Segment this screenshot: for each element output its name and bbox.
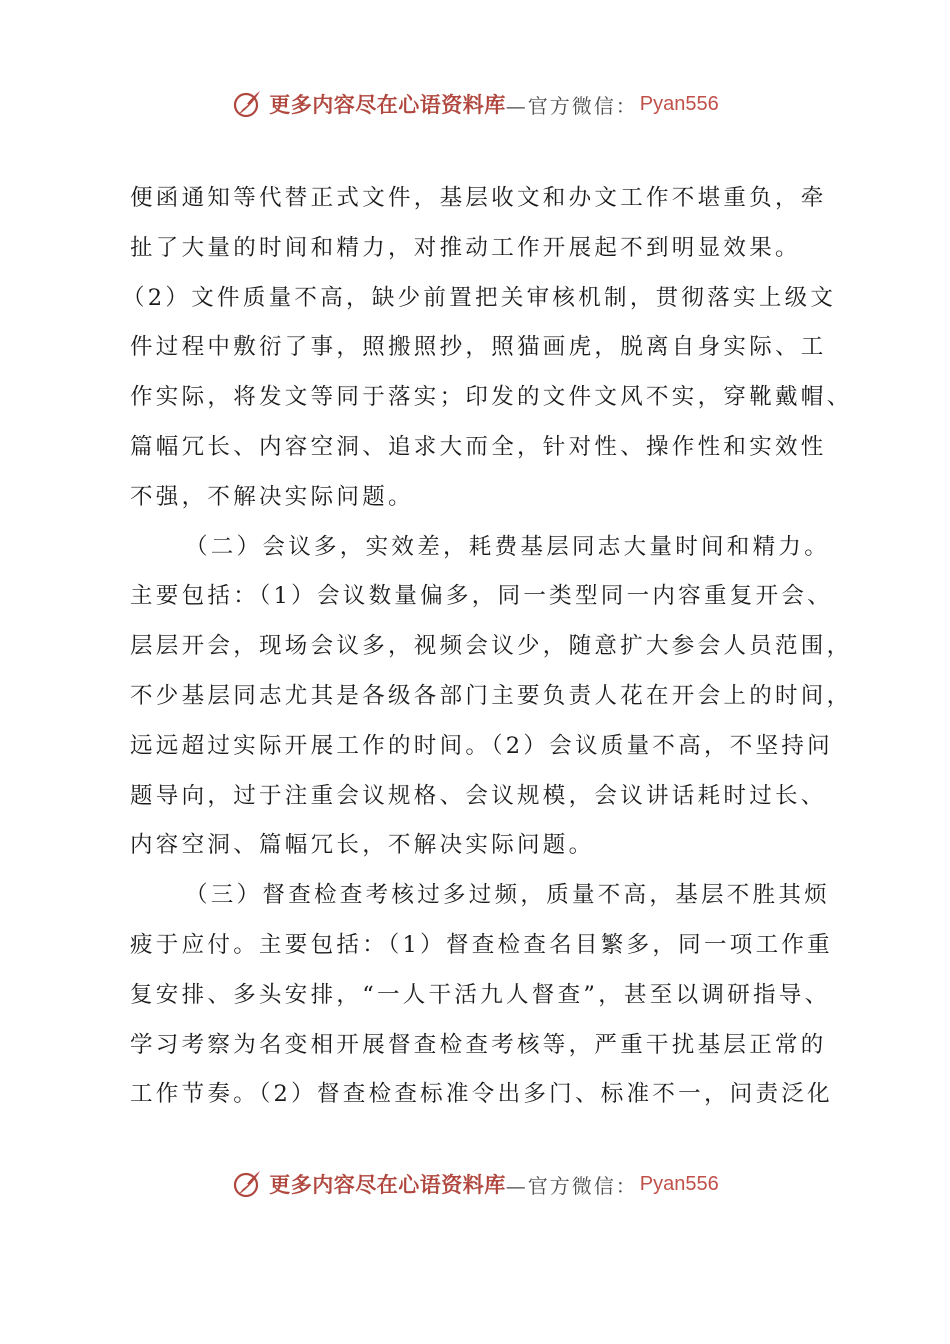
feather-pen-logo-icon	[231, 1168, 263, 1200]
header-watermark-banner	[0, 84, 950, 124]
watermark-brand-text: 更多内容尽在心语资料库	[269, 92, 506, 117]
body-line: 层层开会，现场会议多，视频会议少，随意扩大参会人员范围，	[130, 633, 853, 660]
body-line: 便函通知等代替正式文件，基层收文和办文工作不堪重负，牵	[130, 185, 827, 211]
body-line: 疲于应付。主要包括：（1）督查检查名目繁多，同一项工作重	[130, 931, 833, 958]
section-heading-3: （三）督查检查考核过多过频，质量不高，基层不胜其烦	[185, 882, 831, 909]
body-line: 篇幅冗长、内容空洞、追求大而全，针对性、操作性和实效性	[130, 433, 827, 460]
feather-pen-logo-icon	[231, 88, 263, 120]
watermark-wechat-id: Pyan556	[639, 1172, 719, 1195]
body-line: 学习考察为名变相开展督查检查考核等，严重干扰基层正常的	[130, 1031, 827, 1058]
body-line: 不强，不解决实际问题。	[130, 483, 414, 510]
footer-watermark-banner	[0, 1164, 950, 1204]
body-line: 内容空洞、篇幅冗长，不解决实际问题。	[130, 832, 595, 859]
body-line: 作实际，将发文等同于落实；印发的文件文风不实，穿靴戴帽、	[130, 384, 853, 411]
body-line: 工作节奏。（2）督查检查标准令出多门、标准不一，问责泛化	[130, 1081, 833, 1108]
watermark-brand-text: 更多内容尽在心语资料库	[269, 1172, 506, 1197]
document-body	[122, 174, 853, 1120]
body-line: 远远超过实际开展工作的时间。（2）会议质量不高，不坚持问	[130, 732, 833, 759]
body-line: 题导向，过于注重会议规格、会议规模，会议讲话耗时过长、	[130, 782, 827, 809]
body-line: 主要包括：（1）会议数量偏多，同一类型同一内容重复开会、	[130, 583, 833, 610]
body-line: 扯了大量的时间和精力，对推动工作开展起不到明显效果。	[130, 234, 801, 261]
watermark-wechat-id: Pyan556	[639, 92, 719, 115]
watermark-official-label: —官方微信：	[505, 1173, 638, 1198]
body-line: 件过程中敷衍了事，照搬照抄，照猫画虎，脱离自身实际、工	[130, 334, 827, 361]
section-heading-2: （二）会议多，实效差，耗费基层同志大量时间和精力。	[185, 533, 831, 560]
body-line: 复安排、多头安排，“一人干活九人督查”，甚至以调研指导、	[130, 981, 831, 1008]
watermark-official-label: —官方微信：	[505, 93, 638, 118]
body-line: （2）文件质量不高，缺少前置把关审核机制，贯彻落实上级文	[122, 284, 837, 311]
body-line: 不少基层同志尤其是各级各部门主要负责人花在开会上的时间，	[130, 682, 853, 709]
